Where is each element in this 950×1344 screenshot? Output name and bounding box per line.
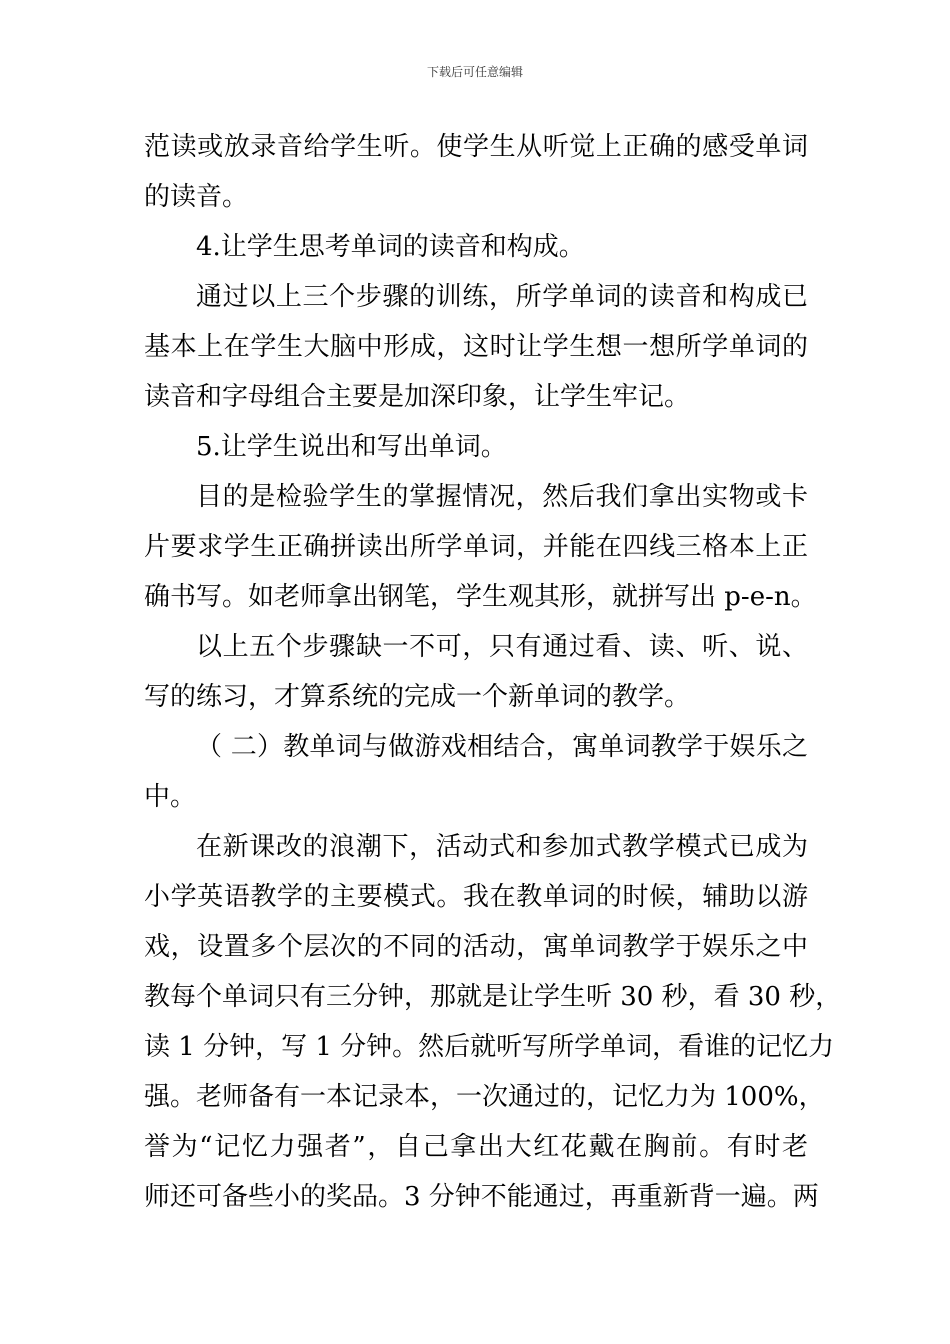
text-line: 在新课改的浪潮下，活动式和参加式教学模式已成为 bbox=[196, 832, 808, 862]
text-line: 戏，设置多个层次的不同的活动，寓单词教学于娱乐之中 bbox=[144, 932, 808, 962]
text-line: 目的是检验学生的掌握情况，然后我们拿出实物或卡 bbox=[196, 482, 808, 512]
text-line: 确书写。如老师拿出钢笔，学生观其形，就拼写出 p-e-n。 bbox=[144, 582, 817, 612]
text-line: 以上五个步骤缺一不可，只有通过看、读、听、说、 bbox=[196, 632, 808, 662]
text-line: 范读或放录音给学生听。使学生从听觉上正确的感受单词 bbox=[144, 132, 808, 162]
text-line: 基本上在学生大脑中形成，这时让学生想一想所学单词的 bbox=[144, 332, 808, 362]
text-line: 的读音。 bbox=[144, 182, 249, 212]
text-line: 读音和字母组合主要是加深印象，让学生牢记。 bbox=[144, 382, 691, 412]
text-line: 教每个单词只有三分钟，那就是让学生听 30 秒，看 30 秒， bbox=[144, 982, 842, 1012]
body-text bbox=[144, 122, 842, 1222]
page-header: 下载后可任意编辑 bbox=[426, 65, 523, 79]
text-line: 誉为“记忆力强者”，自己拿出大红花戴在胸前。有时老 bbox=[144, 1132, 808, 1162]
text-line: 师还可备些小的奖品。3 分钟不能通过，再重新背一遍。两 bbox=[144, 1182, 819, 1212]
text-line: 5.让学生说出和写出单词。 bbox=[196, 432, 507, 462]
text-line: 写的练习，才算系统的完成一个新单词的教学。 bbox=[144, 682, 691, 712]
text-line: 4.让学生思考单词的读音和构成。 bbox=[196, 232, 585, 262]
text-line: 强。老师备有一本记录本，一次通过的，记忆力为 100%， bbox=[144, 1082, 825, 1112]
text-line: （ 二）教单词与做游戏相结合，寓单词教学于娱乐之 bbox=[196, 732, 808, 762]
text-line: 片要求学生正确拼读出所学单词，并能在四线三格本上正 bbox=[144, 532, 808, 562]
text-line: 中。 bbox=[144, 782, 197, 812]
text-line: 读 1 分钟，写 1 分钟。然后就听写所学单词，看谁的记忆力 bbox=[144, 1032, 835, 1062]
text-line: 小学英语教学的主要模式。我在教单词的时候，辅助以游 bbox=[144, 882, 808, 912]
text-line: 通过以上三个步骤的训练，所学单词的读音和构成已 bbox=[196, 282, 808, 312]
